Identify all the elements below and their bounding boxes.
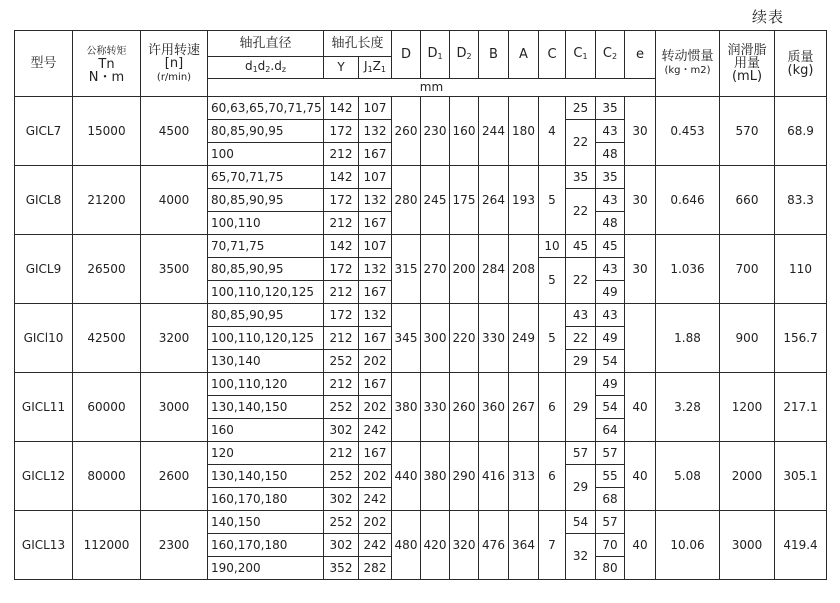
torque-value: 26500 — [73, 235, 141, 304]
length-y-value: 172 — [324, 120, 359, 143]
length-j1z1-value: 202 — [359, 511, 392, 534]
table-row — [15, 373, 827, 396]
dim-C2-value: 57 — [596, 511, 625, 534]
mass-value: 419.4 — [775, 511, 827, 580]
length-y-value: 172 — [324, 189, 359, 212]
table-row — [15, 304, 827, 327]
dim-C-value: 5 — [539, 304, 566, 373]
model-name: GICL11 — [15, 373, 73, 442]
bore-diameter-value: 130,140 — [208, 350, 324, 373]
dim-C-value: 6 — [539, 373, 566, 442]
mass-value: 83.3 — [775, 166, 827, 235]
inertia-value: 3.28 — [656, 373, 720, 442]
dim-C-value: 7 — [539, 511, 566, 580]
torque-value: 42500 — [73, 304, 141, 373]
length-y-value: 142 — [324, 235, 359, 258]
inertia-value: 1.036 — [656, 235, 720, 304]
dim-C2-value: 55 — [596, 465, 625, 488]
dim-C2-value: 35 — [596, 166, 625, 189]
length-j1z1-value: 242 — [359, 419, 392, 442]
header-unit-mm: mm — [208, 79, 656, 97]
bore-diameter-value: 130,140,150 — [208, 465, 324, 488]
length-y-value: 212 — [324, 143, 359, 166]
dim-C2-value: 43 — [596, 120, 625, 143]
speed-value: 4000 — [141, 166, 208, 235]
length-y-value: 302 — [324, 488, 359, 511]
dim-C2-value: 43 — [596, 304, 625, 327]
dim-C-value: 5 — [539, 166, 566, 235]
bore-diameter-value: 70,71,75 — [208, 235, 324, 258]
dim-A-value: 180 — [509, 97, 539, 166]
bore-diameter-value: 80,85,90,95 — [208, 304, 324, 327]
length-y-value: 252 — [324, 511, 359, 534]
speed-value: 2300 — [141, 511, 208, 580]
length-y-value: 352 — [324, 557, 359, 580]
dim-C2-value: 48 — [596, 212, 625, 235]
length-j1z1-value: 132 — [359, 258, 392, 281]
length-j1z1-value: 167 — [359, 143, 392, 166]
dim-D2-value: 290 — [450, 442, 479, 511]
length-y-value: 212 — [324, 281, 359, 304]
length-j1z1-value: 242 — [359, 534, 392, 557]
torque-value: 21200 — [73, 166, 141, 235]
header-D1: $D_1$ — [421, 31, 450, 79]
header-A: A — [509, 31, 539, 79]
grease-value: 660 — [720, 166, 775, 235]
dim-A-value: 249 — [509, 304, 539, 373]
dim-e-value: 30 — [625, 235, 656, 304]
length-y-value: 252 — [324, 465, 359, 488]
dim-e-value: 40 — [625, 442, 656, 511]
bore-diameter-value: 80,85,90,95 — [208, 189, 324, 212]
dim-C1-value: 35 — [566, 166, 596, 189]
speed-value: 3500 — [141, 235, 208, 304]
header-model: 型号 — [15, 31, 73, 97]
grease-value: 570 — [720, 97, 775, 166]
dim-C1-value: 54 — [566, 511, 596, 534]
header-D: D — [392, 31, 421, 79]
torque-value: 60000 — [73, 373, 141, 442]
dim-C2-value: 43 — [596, 189, 625, 212]
dim-C-value: 5 — [539, 258, 566, 304]
grease-value: 1200 — [720, 373, 775, 442]
inertia-value: 5.08 — [656, 442, 720, 511]
length-j1z1-value: 282 — [359, 557, 392, 580]
dim-B-value: 416 — [479, 442, 509, 511]
length-y-value: 252 — [324, 350, 359, 373]
dim-C1-value: 29 — [566, 465, 596, 511]
dim-C1-value: 29 — [566, 350, 596, 373]
model-name: GICL9 — [15, 235, 73, 304]
dim-B-value: 330 — [479, 304, 509, 373]
bore-diameter-value: 160 — [208, 419, 324, 442]
length-j1z1-value: 167 — [359, 373, 392, 396]
bore-diameter-value: 100,110,120,125 — [208, 327, 324, 350]
header-bore-diameter-symbols: $d_1d_2.d_z$ — [208, 57, 324, 79]
dim-C1-value: 22 — [566, 189, 596, 235]
dim-C2-value: 48 — [596, 143, 625, 166]
dim-e-value — [625, 304, 656, 373]
dim-e-value: 40 — [625, 511, 656, 580]
header-mass: 质量 (kg) — [775, 31, 827, 97]
header-B: B — [479, 31, 509, 79]
dim-C1-value: 22 — [566, 120, 596, 166]
bore-diameter-value: 80,85,90,95 — [208, 258, 324, 281]
length-y-value: 212 — [324, 442, 359, 465]
dim-C2-value: 54 — [596, 350, 625, 373]
bore-diameter-value: 160,170,180 — [208, 488, 324, 511]
dim-C1-value: 22 — [566, 258, 596, 304]
dim-B-value: 360 — [479, 373, 509, 442]
model-name: GICL7 — [15, 97, 73, 166]
header-e: e — [625, 31, 656, 79]
length-y-value: 172 — [324, 304, 359, 327]
dim-C2-value: 80 — [596, 557, 625, 580]
header-C2: $C_2$ — [596, 31, 625, 79]
dim-D-value: 345 — [392, 304, 421, 373]
dim-D2-value: 220 — [450, 304, 479, 373]
dim-A-value: 193 — [509, 166, 539, 235]
dim-D-value: 260 — [392, 97, 421, 166]
length-j1z1-value: 107 — [359, 166, 392, 189]
header-bore-diameter: 轴孔直径 — [208, 31, 324, 57]
dim-D2-value: 320 — [450, 511, 479, 580]
length-j1z1-value: 132 — [359, 189, 392, 212]
grease-value: 2000 — [720, 442, 775, 511]
dim-C2-value: 49 — [596, 281, 625, 304]
bore-diameter-value: 65,70,71,75 — [208, 166, 324, 189]
grease-value: 3000 — [720, 511, 775, 580]
dim-D-value: 315 — [392, 235, 421, 304]
torque-value: 15000 — [73, 97, 141, 166]
dim-D1-value: 420 — [421, 511, 450, 580]
bore-diameter-value: 190,200 — [208, 557, 324, 580]
dim-e-value: 40 — [625, 373, 656, 442]
dim-D-value: 280 — [392, 166, 421, 235]
bore-diameter-value: 160,170,180 — [208, 534, 324, 557]
dim-e-value: 30 — [625, 166, 656, 235]
dim-C-value: 4 — [539, 97, 566, 166]
dim-D2-value: 200 — [450, 235, 479, 304]
torque-value: 112000 — [73, 511, 141, 580]
dim-C1-value: 29 — [566, 373, 596, 442]
speed-value: 2600 — [141, 442, 208, 511]
dim-C1-value: 22 — [566, 327, 596, 350]
dim-D1-value: 270 — [421, 235, 450, 304]
length-y-value: 212 — [324, 327, 359, 350]
bore-diameter-value: 140,150 — [208, 511, 324, 534]
dim-C2-value: 49 — [596, 327, 625, 350]
length-j1z1-value: 132 — [359, 120, 392, 143]
header-length-j1z1: $J_1Z_1$ — [359, 57, 392, 79]
length-j1z1-value: 242 — [359, 488, 392, 511]
dim-B-value: 244 — [479, 97, 509, 166]
dim-C2-value: 45 — [596, 235, 625, 258]
dim-D-value: 480 — [392, 511, 421, 580]
dim-C1-value: 25 — [566, 97, 596, 120]
dim-D2-value: 160 — [450, 97, 479, 166]
dim-D1-value: 330 — [421, 373, 450, 442]
dim-D2-value: 260 — [450, 373, 479, 442]
length-j1z1-value: 202 — [359, 350, 392, 373]
mass-value: 305.1 — [775, 442, 827, 511]
bore-diameter-value: 100 — [208, 143, 324, 166]
length-j1z1-value: 167 — [359, 327, 392, 350]
model-name: GICL13 — [15, 511, 73, 580]
dim-D-value: 380 — [392, 373, 421, 442]
table-row — [15, 97, 827, 120]
length-y-value: 212 — [324, 212, 359, 235]
header-inertia: 转动惯量 (kg・m2) — [656, 31, 720, 97]
grease-value: 700 — [720, 235, 775, 304]
inertia-value: 0.646 — [656, 166, 720, 235]
length-j1z1-value: 167 — [359, 281, 392, 304]
dim-C2-value: 49 — [596, 373, 625, 396]
dim-D1-value: 380 — [421, 442, 450, 511]
length-y-value: 252 — [324, 396, 359, 419]
speed-value: 4500 — [141, 97, 208, 166]
table-row — [15, 511, 827, 534]
speed-value: 3200 — [141, 304, 208, 373]
length-j1z1-value: 167 — [359, 442, 392, 465]
dim-C2-value: 70 — [596, 534, 625, 557]
dim-D1-value: 230 — [421, 97, 450, 166]
mass-value: 217.1 — [775, 373, 827, 442]
inertia-value: 0.453 — [656, 97, 720, 166]
table-caption: 续表 — [752, 8, 785, 26]
table-row — [15, 166, 827, 189]
model-name: GICl10 — [15, 304, 73, 373]
torque-value: 80000 — [73, 442, 141, 511]
dim-A-value: 208 — [509, 235, 539, 304]
inertia-value: 10.06 — [656, 511, 720, 580]
dim-B-value: 476 — [479, 511, 509, 580]
header-C1: $C_1$ — [566, 31, 596, 79]
dim-B-value: 284 — [479, 235, 509, 304]
model-name: GICL12 — [15, 442, 73, 511]
mass-value: 110 — [775, 235, 827, 304]
speed-value: 3000 — [141, 373, 208, 442]
dim-D2-value: 175 — [450, 166, 479, 235]
length-y-value: 172 — [324, 258, 359, 281]
length-j1z1-value: 167 — [359, 212, 392, 235]
length-j1z1-value: 107 — [359, 235, 392, 258]
mass-value: 68.9 — [775, 97, 827, 166]
length-y-value: 142 — [324, 97, 359, 120]
dim-C1-value: 45 — [566, 235, 596, 258]
dim-C2-value: 57 — [596, 442, 625, 465]
dim-C1-value: 32 — [566, 534, 596, 580]
inertia-value: 1.88 — [656, 304, 720, 373]
dim-C-value: 10 — [539, 235, 566, 258]
dim-C2-value: 64 — [596, 419, 625, 442]
table-row — [15, 235, 827, 258]
header-length-y: Y — [324, 57, 359, 79]
length-j1z1-value: 202 — [359, 465, 392, 488]
dim-C2-value: 54 — [596, 396, 625, 419]
dim-A-value: 364 — [509, 511, 539, 580]
grease-value: 900 — [720, 304, 775, 373]
header-bore-length: 轴孔长度 — [324, 31, 392, 57]
length-y-value: 142 — [324, 166, 359, 189]
length-j1z1-value: 107 — [359, 97, 392, 120]
dim-D1-value: 300 — [421, 304, 450, 373]
length-j1z1-value: 132 — [359, 304, 392, 327]
dim-A-value: 313 — [509, 442, 539, 511]
header-torque: 公称转矩 Tn N・m — [73, 31, 141, 97]
bore-diameter-value: 100,110 — [208, 212, 324, 235]
dim-B-value: 264 — [479, 166, 509, 235]
length-y-value: 302 — [324, 534, 359, 557]
length-y-value: 302 — [324, 419, 359, 442]
dim-C1-value: 43 — [566, 304, 596, 327]
bore-diameter-value: 120 — [208, 442, 324, 465]
dim-A-value: 267 — [509, 373, 539, 442]
dim-C-value: 6 — [539, 442, 566, 511]
model-name: GICL8 — [15, 166, 73, 235]
header-grease: 润滑脂 用量 (mL) — [720, 31, 775, 97]
table-row — [15, 442, 827, 465]
dim-C2-value: 35 — [596, 97, 625, 120]
dim-C2-value: 43 — [596, 258, 625, 281]
dim-e-value: 30 — [625, 97, 656, 166]
header-C: C — [539, 31, 566, 79]
bore-diameter-value: 60,63,65,70,71,75 — [208, 97, 324, 120]
length-j1z1-value: 202 — [359, 396, 392, 419]
dim-C2-value: 68 — [596, 488, 625, 511]
bore-diameter-value: 100,110,120,125 — [208, 281, 324, 304]
length-y-value: 212 — [324, 373, 359, 396]
dim-C1-value: 57 — [566, 442, 596, 465]
bore-diameter-value: 130,140,150 — [208, 396, 324, 419]
bore-diameter-value: 80,85,90,95 — [208, 120, 324, 143]
dim-D-value: 440 — [392, 442, 421, 511]
header-speed: 许用转速 [n] (r/min) — [141, 31, 208, 97]
mass-value: 156.7 — [775, 304, 827, 373]
coupling-spec-table — [14, 30, 827, 580]
header-D2: $D_2$ — [450, 31, 479, 79]
bore-diameter-value: 100,110,120 — [208, 373, 324, 396]
dim-D1-value: 245 — [421, 166, 450, 235]
